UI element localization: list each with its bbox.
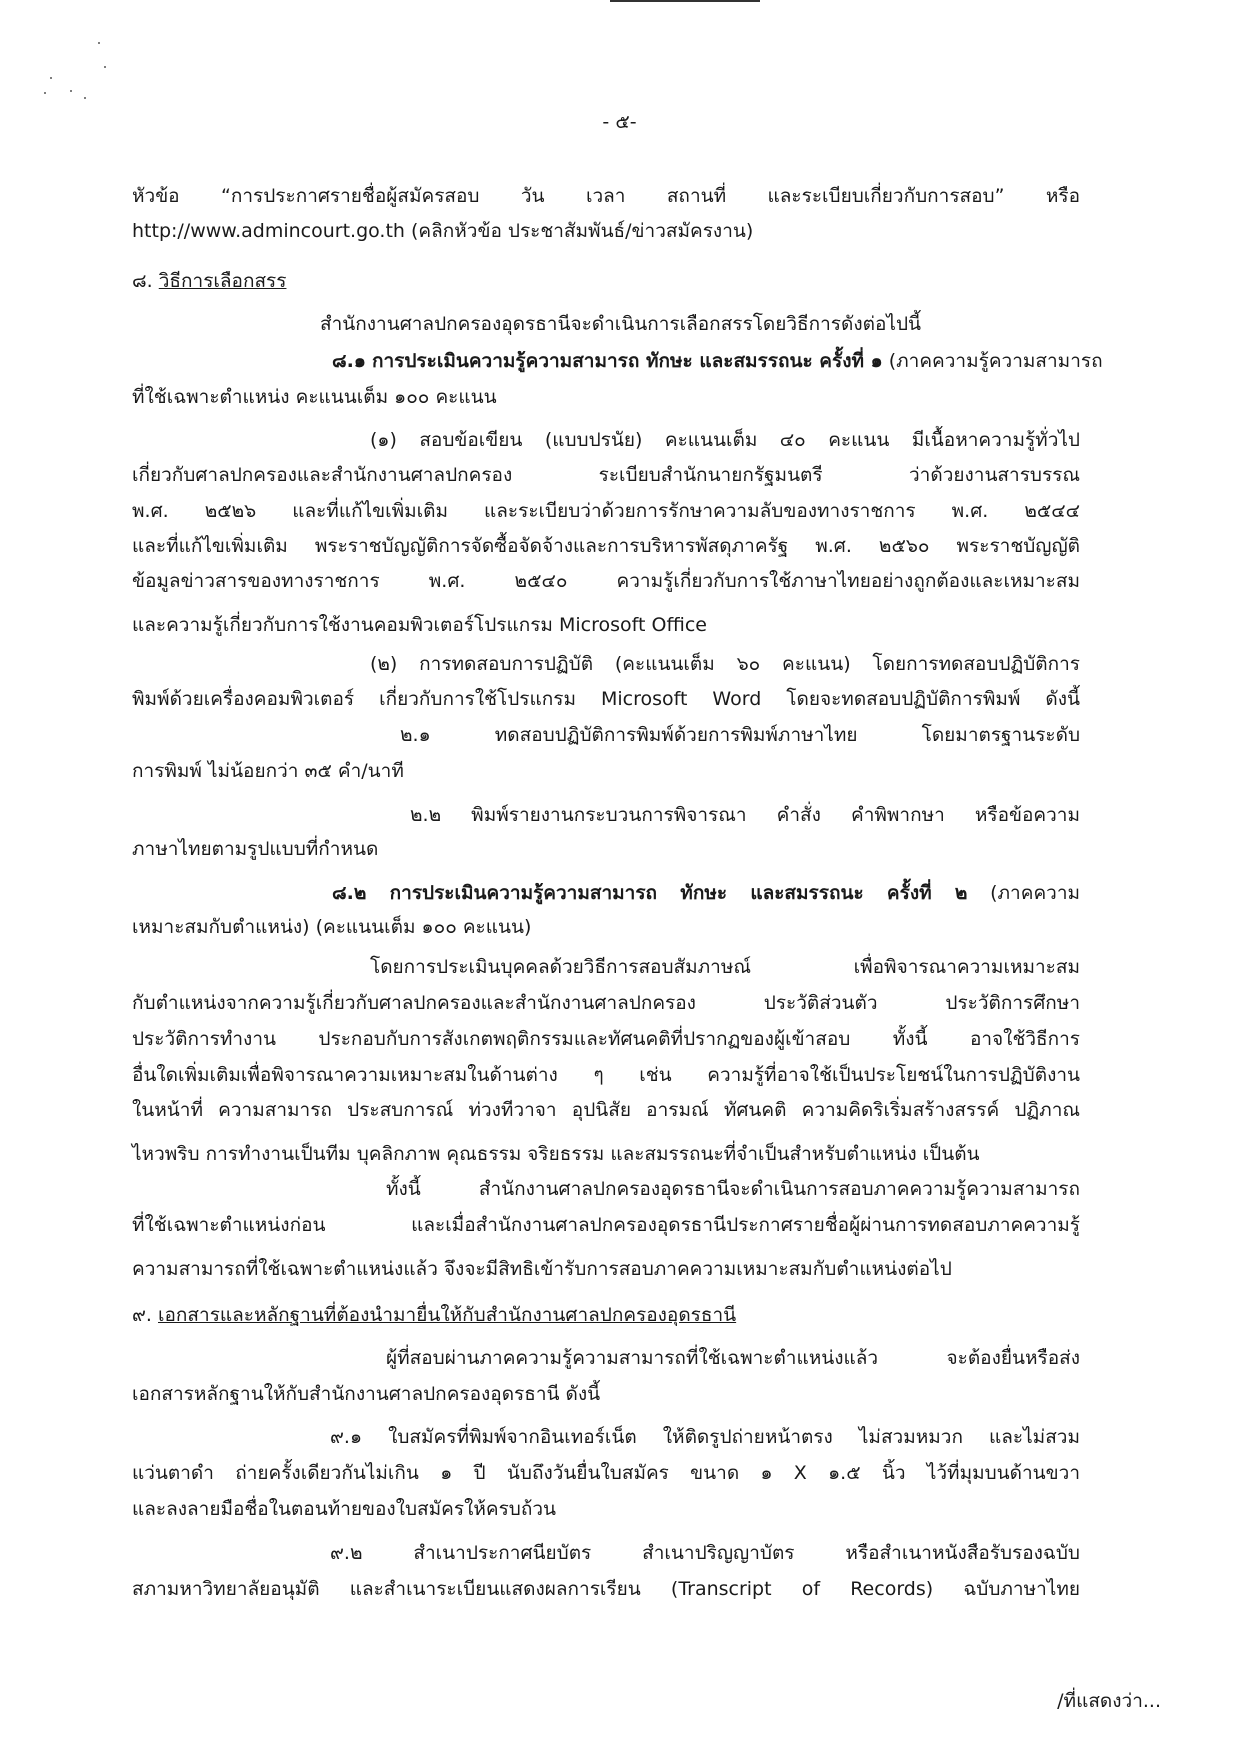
item-1-line-6: และความรู้เกี่ยวกับการใช้งานคอมพิวเตอร์โปรแกรม Microsoft Office xyxy=(132,614,707,636)
section-8-2-title-text: ๘.๒ การประเมินความรู้ความสามารถ ทักษะ และสมรรถนะ ครั้งที่ ๒ xyxy=(332,882,968,904)
section-9-heading xyxy=(132,1302,736,1328)
top-edge-line xyxy=(610,0,760,2)
section-8-1-title xyxy=(332,348,1103,374)
section-9-2-line-1: ๙.๒ สำเนาประกาศนียบัตร สำเนาปริญญาบัตร หรือสำเนาหนังสือรับรองฉบับ xyxy=(330,1542,1080,1564)
item-1-line-1: (๑) สอบข้อเขียน (แบบปรนัย) คะแนนเต็ม ๔๐ คะแนน มีเนื้อหาความรู้ทั่วไป xyxy=(370,429,1080,451)
item-1-line-3: พ.ศ. ๒๕๒๖ และที่แก้ไขเพิ่มเติม และระเบียบว่าด้วยการรักษาความลับของทางราชการ พ.ศ. ๒๕๔๔ xyxy=(132,500,1080,522)
item-2-line-1: (๒) การทดสอบการปฏิบัติ (คะแนนเต็ม ๖๐ คะแนน) โดยการทดสอบปฏิบัติการ xyxy=(370,653,1080,675)
interview-line-4: อื่นใดเพิ่มเติมเพื่อพิจารณาความเหมาะสมในด้านต่าง ๆ เช่น ความรู้ที่อาจใช้เป็นประโยชน์ในการปฏิบัติงาน xyxy=(132,1064,1080,1086)
interview-line-5: ในหน้าที่ ความสามารถ ประสบการณ์ ท่วงทีวาจา อุปนิสัย อารมณ์ ทัศนคติ ความคิดริเริ่มสร้างสรรค์ ปฏิภาณ xyxy=(132,1099,1080,1121)
section-9-number: ๙. xyxy=(132,1304,152,1326)
section-8-title: วิธีการเลือกสรร xyxy=(158,270,287,292)
section-9-lead-2: เอกสารหลักฐานให้กับสำนักงานศาลปกครองอุดรธานี ดังนี้ xyxy=(132,1383,601,1405)
section-9-title: เอกสารและหลักฐานที่ต้องนำมายื่นให้กับสำนักงานศาลปกครองอุดรธานี xyxy=(158,1304,737,1326)
item-2-1-line-1: ๒.๑ ทดสอบปฏิบัติการพิมพ์ด้วยการพิมพ์ภาษาไทย โดยมาตรฐานระดับ xyxy=(400,724,1080,746)
section-8-2-title xyxy=(332,880,1080,906)
interview-line-6: ไหวพริบ การทำงานเป็นทีม บุคลิกภาพ คุณธรรม จริยธรรม และสมรรถนะที่จำเป็นสำหรับตำแหน่ง เป็นต้น xyxy=(132,1143,980,1165)
section-9-1-line-1: ๙.๑ ใบสมัครที่พิมพ์จากอินเทอร์เน็ต ให้ติดรูปถ่ายหน้าตรง ไม่สวมหมวก และไม่สวม xyxy=(330,1426,1080,1448)
section-8-1-title-text: การประเมินความรู้ความสามารถ ทักษะ และสมรรถนะ ครั้งที่ ๑ xyxy=(371,350,883,372)
interview-line-2: กับตำแหน่งจากความรู้เกี่ยวกับศาลปกครองและสำนักงานศาลปกครอง ประวัติส่วนตัว ประวัติการศึกษา xyxy=(132,992,1080,1014)
intro-line-2: http://www.admincourt.go.th (คลิกหัวข้อ ประชาสัมพันธ์/ข่าวสมัครงาน) xyxy=(132,220,754,242)
item-2-2-line-2: ภาษาไทยตามรูปแบบที่กำหนด xyxy=(132,838,379,860)
section-8-2-paren: (ภาคความ xyxy=(990,882,1081,904)
page-number: - ๕- xyxy=(602,111,637,133)
item-2-2-line-1: ๒.๒ พิมพ์รายงานกระบวนการพิจารณา คำสั่ง คำพิพากษา หรือข้อความ xyxy=(410,804,1080,826)
order-line-2: ที่ใช้เฉพาะตำแหน่งก่อน และเมื่อสำนักงานศาลปกครองอุดรธานีประกาศรายชื่อผู้ผ่านการทดสอบภาคความรู้ xyxy=(132,1214,1080,1236)
section-9-lead-1: ผู้ที่สอบผ่านภาคความรู้ความสามารถที่ใช้เฉพาะตำแหน่งแล้ว จะต้องยื่นหรือส่ง xyxy=(386,1347,1080,1369)
continuation-note: /ที่แสดงว่า... xyxy=(1057,1690,1161,1712)
order-line-3: ความสามารถที่ใช้เฉพาะตำแหน่งแล้ว จึงจะมีสิทธิเข้ารับการสอบภาคความเหมาะสมกับตำแหน่งต่อไป xyxy=(132,1258,952,1280)
section-8-1-number: ๘.๑ xyxy=(332,350,366,372)
interview-line-3: ประวัติการทำงาน ประกอบกับการสังเกตพฤติกรรมและทัศนคติที่ปรากฏของผู้เข้าสอบ ทั้งนี้ อาจใช้วิธีการ xyxy=(132,1028,1080,1050)
section-9-2-line-2: สภามหาวิทยาลัยอนุมัติ และสำเนาระเบียนแสดงผลการเรียน (Transcript of Records) ฉบับภาษาไทย xyxy=(132,1578,1080,1600)
scan-specks xyxy=(40,40,100,110)
section-8-number: ๘. xyxy=(132,270,153,292)
section-8-2-line-2: เหมาะสมกับตำแหน่ง) (คะแนนเต็ม ๑๐๐ คะแนน) xyxy=(132,916,532,938)
item-2-1-line-2: การพิมพ์ ไม่น้อยกว่า ๓๕ คำ/นาที xyxy=(132,760,404,782)
section-9-1-line-3: และลงลายมือชื่อในตอนท้ายของใบสมัครให้ครบถ้วน xyxy=(132,1498,557,1520)
section-8-1-paren: (ภาคความรู้ความสามารถ xyxy=(888,350,1103,372)
order-line-1: ทั้งนี้ สำนักงานศาลปกครองอุดรธานีจะดำเนินการสอบภาคความรู้ความสามารถ xyxy=(386,1178,1080,1200)
interview-line-1: โดยการประเมินบุคคลด้วยวิธีการสอบสัมภาษณ์ เพื่อพิจารณาความเหมาะสม xyxy=(370,956,1080,978)
item-2-line-2: พิมพ์ด้วยเครื่องคอมพิวเตอร์ เกี่ยวกับการใช้โปรแกรม Microsoft Word โดยจะทดสอบปฏิบัติการพิมพ์ ดังนี้ xyxy=(132,688,1080,710)
intro-line-1: หัวข้อ “การประกาศรายชื่อผู้สมัครสอบ วัน เวลา สถานที่ และระเบียบเกี่ยวกับการสอบ” หรือ xyxy=(132,185,1080,207)
section-8-heading xyxy=(132,268,286,294)
item-1-line-4: และที่แก้ไขเพิ่มเติม พระราชบัญญัติการจัดซื้อจัดจ้างและการบริหารพัสดุภาครัฐ พ.ศ. ๒๕๖๐ พระราชบัญญัติ xyxy=(132,535,1080,557)
section-8-lead: สำนักงานศาลปกครองอุดรธานีจะดำเนินการเลือกสรรโดยวิธีการดังต่อไปนี้ xyxy=(320,313,921,335)
section-8-1-line-2: ที่ใช้เฉพาะตำแหน่ง คะแนนเต็ม ๑๐๐ คะแนน xyxy=(132,386,497,408)
item-1-line-5: ข้อมูลข่าวสารของทางราชการ พ.ศ. ๒๕๔๐ ความรู้เกี่ยวกับการใช้ภาษาไทยอย่างถูกต้องและเหมาะสม xyxy=(132,570,1080,592)
section-9-1-line-2: แว่นตาดำ ถ่ายครั้งเดียวกันไม่เกิน ๑ ปี นับถึงวันยื่นใบสมัคร ขนาด ๑ X ๑.๕ นิ้ว ไว้ที่มุมบนด้านขวา xyxy=(132,1462,1080,1484)
item-1-line-2: เกี่ยวกับศาลปกครองและสำนักงานศาลปกครอง ระเบียบสำนักนายกรัฐมนตรี ว่าด้วยงานสารบรรณ xyxy=(132,464,1080,486)
